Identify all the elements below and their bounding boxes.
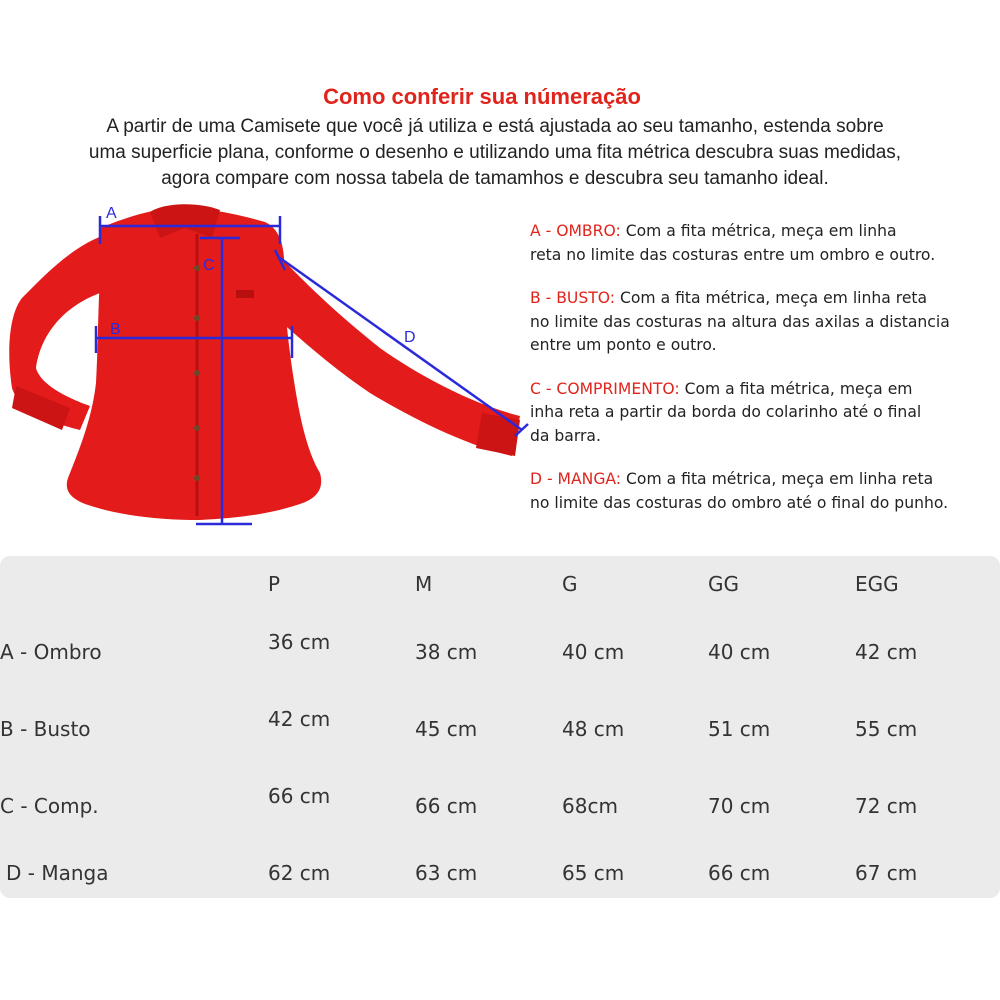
table-cell: 45 cm (415, 717, 478, 741)
measure-definitions (530, 220, 995, 535)
row-label-ombro: A - Ombro (0, 640, 102, 664)
label-d: D (404, 329, 416, 346)
table-cell: 68cm (562, 794, 618, 818)
table-cell: 36 cm (268, 630, 331, 654)
table-cell: 66 cm (415, 794, 478, 818)
size-table (0, 556, 1000, 898)
table-cell: 38 cm (415, 640, 478, 664)
definition-text: Com a fita métrica, meça em linha reta (615, 289, 928, 307)
definition-key: C - COMPRIMENTO: (530, 379, 680, 398)
definition-line: inha reta a partir da borda do colarinho até o final (530, 403, 922, 421)
definition-ombro (530, 220, 995, 267)
table-cell: 65 cm (562, 861, 625, 885)
table-cell: 55 cm (855, 717, 918, 741)
row-label-comp: C - Comp. (0, 794, 99, 818)
definition-busto (530, 287, 995, 358)
row-label-manga: D - Manga (6, 861, 109, 885)
row-label-busto: B - Busto (0, 717, 91, 741)
size-header-p: P (268, 572, 281, 596)
cuff-right (476, 413, 520, 456)
size-header-egg: EGG (855, 572, 899, 596)
size-header-g: G (562, 572, 578, 596)
intro-line: uma superficie plana, conforme o desenho e utilizando uma fita métrica descubra suas medidas, (88, 142, 902, 163)
table-cell: 42 cm (855, 640, 918, 664)
definition-line: no limite das costuras na altura das axilas a distancia (530, 312, 950, 331)
definition-key: A - OMBRO: (530, 222, 621, 240)
intro-text (0, 114, 990, 192)
intro-line: agora compare com nossa tabela de tamamhos e descubra seu tamanho ideal. (161, 168, 829, 189)
label-a: A (106, 205, 117, 222)
definition-key: B - BUSTO: (530, 289, 616, 307)
table-cell: 42 cm (268, 707, 331, 731)
definition-text: Com a fita métrica, meça em linha (620, 222, 897, 240)
table-cell: 40 cm (708, 640, 771, 664)
definition-manga (530, 468, 995, 515)
definition-comprimento (530, 378, 995, 449)
table-cell: 51 cm (708, 717, 771, 741)
definition-line: entre um ponto e outro. (530, 336, 717, 354)
label-b: B (110, 321, 121, 338)
definition-text: Com a fita métrica, meça em (679, 379, 913, 398)
size-header-m: M (415, 572, 433, 596)
table-cell: 48 cm (562, 717, 625, 741)
page-title: Como conferir sua númeração (323, 84, 641, 109)
definition-line: reta no limite das costuras entre um ombro e outro. (530, 245, 936, 264)
table-cell: 66 cm (708, 861, 771, 885)
intro-line: A partir de uma Camisete que você já utiliza e está ajustada ao seu tamanho, estenda sobre (106, 116, 884, 137)
shirt-illustration (9, 204, 520, 520)
shirt-diagram (0, 198, 540, 538)
table-cell: 70 cm (708, 794, 771, 818)
label-c: C (203, 257, 215, 274)
table-cell: 67 cm (855, 861, 918, 885)
table-cell: 62 cm (268, 861, 331, 885)
size-header-gg: GG (708, 572, 739, 596)
definition-line: da barra. (530, 426, 601, 445)
shirt-logo (236, 290, 254, 298)
table-cell: 66 cm (268, 784, 331, 808)
definition-line: no limite das costuras do ombro até o final do punho. (530, 493, 949, 512)
definition-text: Com a fita métrica, meça em linha reta (621, 470, 934, 488)
shirt-body (67, 208, 321, 520)
table-cell: 40 cm (562, 640, 625, 664)
table-cell: 72 cm (855, 794, 918, 818)
table-cell: 63 cm (415, 861, 478, 885)
definition-key: D - MANGA: (530, 470, 622, 488)
